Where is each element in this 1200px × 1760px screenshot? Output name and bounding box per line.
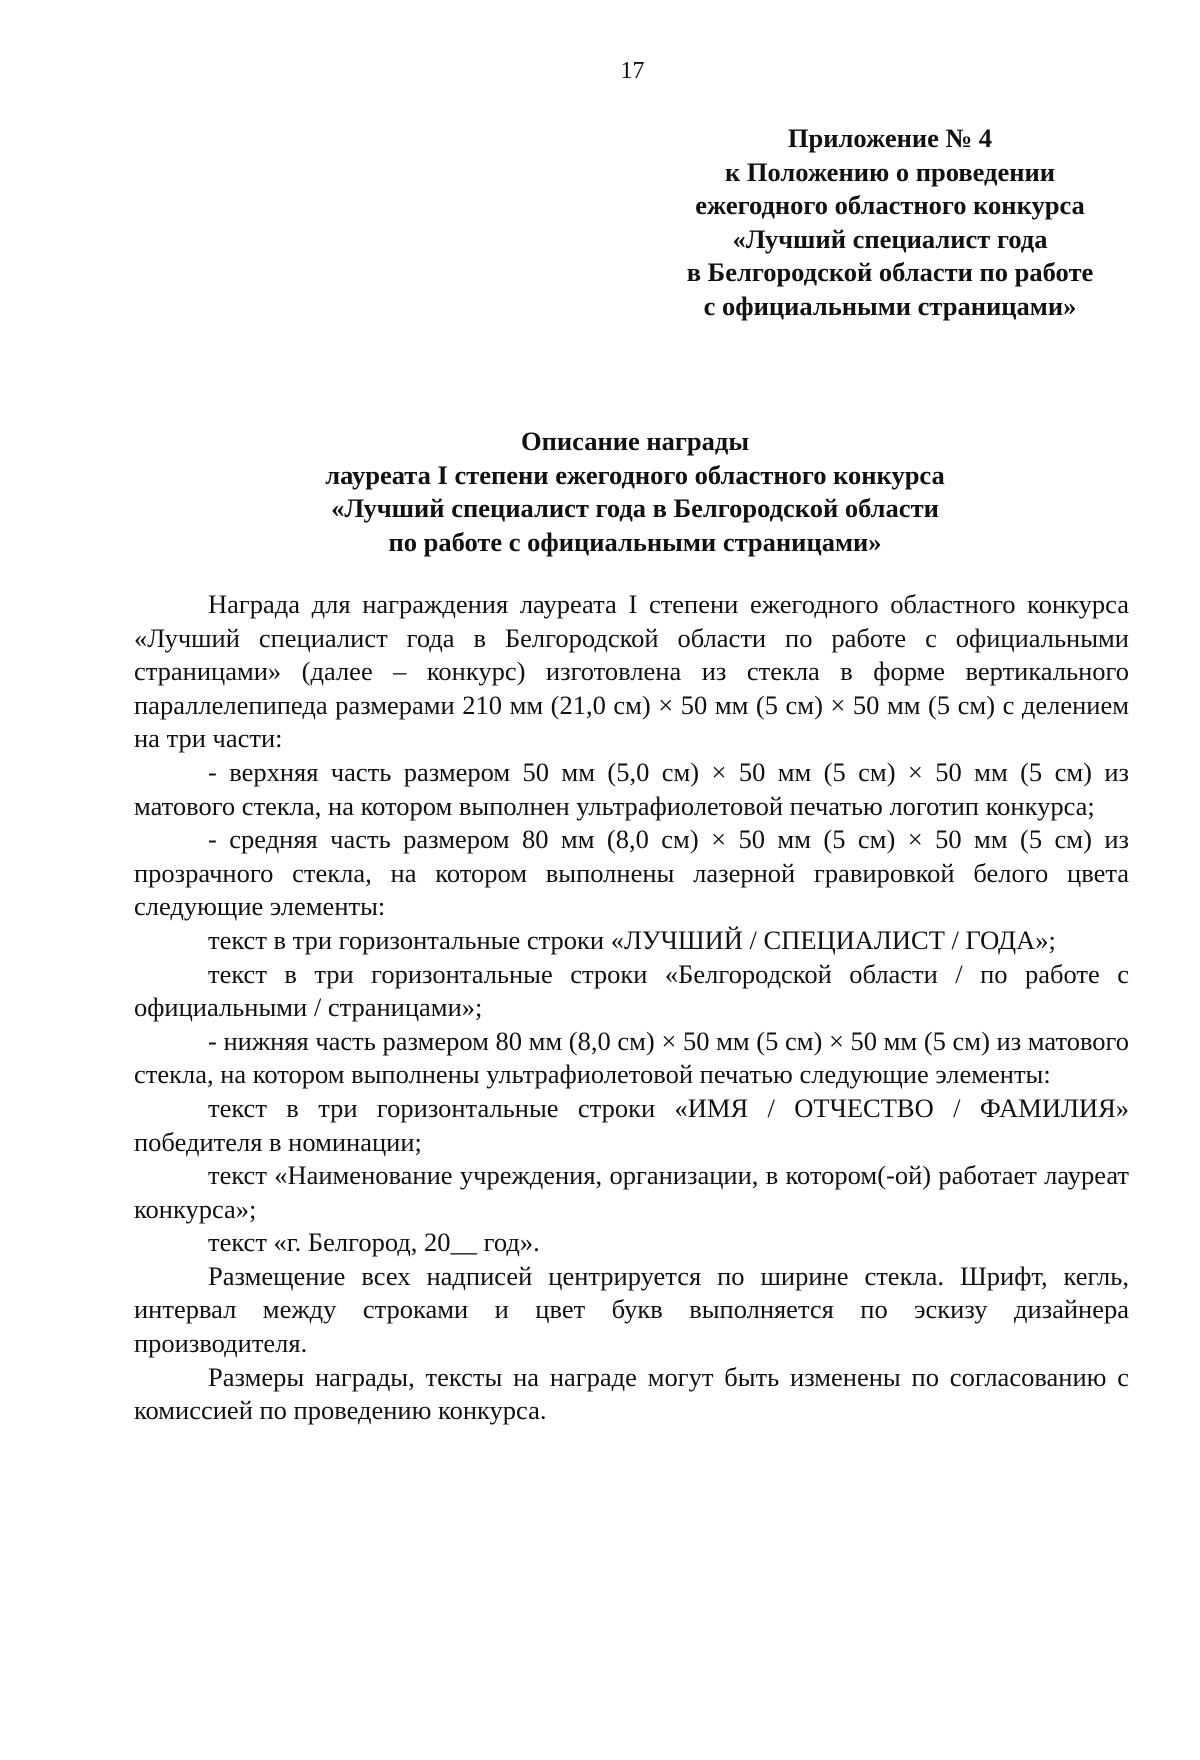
appendix-line: с официальными страницами»	[703, 290, 1077, 321]
title-line: Описание награды	[520, 426, 750, 456]
body-paragraph: текст в три горизонтальные строки «Белгородской области / по работе с официальными / страницами»;	[134, 958, 1129, 1023]
body-paragraph: текст в три горизонтальные строки «ИМЯ / ОТЧЕСТВО / ФАМИЛИЯ» победителя в номинации;	[134, 1092, 1129, 1157]
body-paragraph: текст «Наименование учреждения, организации, в котором(-ой) работает лауреат конкурса»;	[134, 1160, 1129, 1224]
appendix-line: Приложение № 4	[787, 123, 993, 153]
title-line: лауреата I степени ежегодного областного конкурса	[325, 459, 945, 490]
body-paragraph: - нижняя часть размером 80 мм (8,0 см) × 50 мм (5 см) × 50 мм (5 см) из матового стекла, на котором выполнены ультрафиолетовой печатью следующие элементы:	[134, 1025, 1129, 1090]
page-number: 17	[620, 58, 645, 84]
body-paragraph: Размещение всех надписей центрируется по ширине стекла. Шрифт, кегль, интервал между строками и цвет букв выполняется по эскизу дизайнера производителя.	[134, 1260, 1129, 1359]
document-body	[134, 588, 1129, 1428]
body-paragraph: Награда для награждения лауреата I степени ежегодного областного конкурса «Лучший специалист года в Белгородской области по работе с официальными страницами» (далее – конкурс) изготовлена из стекла в форме вертикального параллелепипеда размерами 210 мм (21,0 см) × 50 мм (5 см) × 50 мм (5 см) с делением на три части:	[134, 589, 1129, 754]
title-line: «Лучший специалист года в Белгородской области	[331, 493, 939, 523]
document-title	[240, 425, 1030, 559]
body-paragraph: - верхняя часть размером 50 мм (5,0 см) × 50 мм (5 см) × 50 мм (5 см) из матового стекла, на котором выполнен ультрафиолетовой печатью логотип конкурса;	[134, 756, 1129, 821]
appendix-line: в Белгородской области по работе	[686, 257, 1094, 287]
appendix-line: «Лучший специалист года	[732, 223, 1048, 254]
appendix-header	[650, 122, 1130, 323]
body-paragraph: Размеры награды, тексты на награде могут быть изменены по согласованию с комиссией по проведению конкурса.	[134, 1361, 1129, 1426]
body-paragraph: текст «г. Белгород, 20__ год».	[208, 1227, 540, 1258]
body-paragraph: - средняя часть размером 80 мм (8,0 см) × 50 мм (5 см) × 50 мм (5 см) из прозрачного стекла, на котором выполнены лазерной гравировкой белого цвета следующие элементы:	[134, 824, 1129, 922]
appendix-line: ежегодного областного конкурса	[695, 190, 1085, 220]
body-paragraph: текст в три горизонтальные строки «ЛУЧШИЙ / СПЕЦИАЛИСТ / ГОДА»;	[208, 924, 1056, 955]
appendix-line: к Положению о проведении	[724, 156, 1056, 187]
title-line: по работе с официальными страницами»	[388, 526, 882, 557]
